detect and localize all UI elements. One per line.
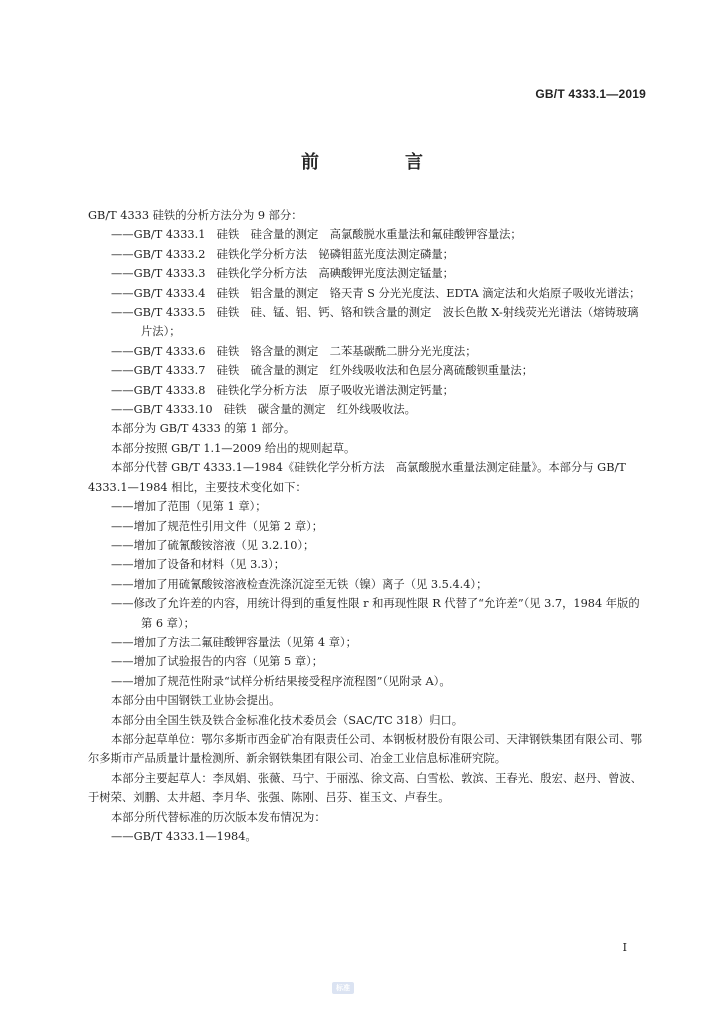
list-item: ——GB/T 4333.3 硅铁化学分析方法 高碘酸钾光度法测定锰量； xyxy=(111,267,454,281)
paragraph: GB/T 4333 硅铁的分析方法分为 9 部分： xyxy=(88,209,303,222)
paragraph: 本部分由全国生铁及铁合金标准化技术委员会（SAC/TC 318）归口。 xyxy=(111,713,464,727)
standard-number: GB/T 4333.1—2019 xyxy=(535,87,646,101)
list-item: ——增加了方法二氟硅酸钾容量法（见第 4 章）； xyxy=(111,635,357,649)
document-body xyxy=(88,206,648,846)
paragraph: 本部分主要起草人：李凤娟、张薇、马宁、于丽泓、徐文高、白雪松、敦滨、王春光、殷宏、赵丹、曾波、于树荣、刘鹏、太井超、李月华、张强、陈刚、吕芬、崔玉文、卢春生。 xyxy=(88,771,642,805)
list-item: ——GB/T 4333.7 硅铁 硫含量的测定 红外线吸收法和色层分离硫酸钡重量法； xyxy=(111,364,533,378)
page-title: 前 言 xyxy=(301,152,457,173)
list-item: ——GB/T 4333.5 硅铁 硅、锰、铝、钙、铬和铁含量的测定 波长色散 X-射线荧光光谱法（熔铸玻璃片法）； xyxy=(111,306,639,339)
list-item: ——GB/T 4333.1—1984。 xyxy=(111,830,257,843)
paragraph: 本部分代替 GB/T 4333.1—1984《硅铁化学分析方法 高氯酸脱水重量法测定硅量》。本部分与 GB/T 4333.1—1984 相比，主要技术变化如下： xyxy=(88,461,626,494)
list-item: ——GB/T 4333.4 硅铁 铝含量的测定 铬天青 S 分光光度法、EDTA 滴定法和火焰原子吸收光谱法； xyxy=(111,286,641,300)
paragraph: 本部分所代替标准的历次版本发布情况为： xyxy=(111,810,326,824)
list-item: ——GB/T 4333.8 硅铁化学分析方法 原子吸收光谱法测定钙量； xyxy=(111,383,454,397)
list-item: ——增加了范围（见第 1 章）； xyxy=(111,500,267,514)
list-item: ——增加了硫氰酸铵溶液（见 3.2.10）； xyxy=(111,538,315,552)
list-item: ——增加了设备和材料（见 3.3）； xyxy=(111,558,286,572)
list-item: ——增加了规范性引用文件（见第 2 章）； xyxy=(111,519,324,533)
list-item: ——增加了用硫氰酸铵溶液检查洗涤沉淀至无铁（镍）离子（见 3.5.4.4）； xyxy=(111,577,488,591)
paragraph: 本部分按照 GB/T 1.1—2009 给出的规则起草。 xyxy=(111,441,356,455)
page-number: I xyxy=(622,941,627,954)
list-item: ——GB/T 4333.2 硅铁化学分析方法 铋磷钼蓝光度法测定磷量； xyxy=(111,247,454,261)
paragraph: 本部分起草单位：鄂尔多斯市西金矿冶有限责任公司、本钢板材股份有限公司、天津钢铁集团有限公司、鄂尔多斯市产品质量计量检测所、新余钢铁集团有限公司、冶金工业信息标准研究院。 xyxy=(88,732,642,766)
list-item: ——增加了试验报告的内容（见第 5 章）； xyxy=(111,655,324,669)
list-item: ——GB/T 4333.1 硅铁 硅含量的测定 高氯酸脱水重量法和氟硅酸钾容量法； xyxy=(111,228,522,242)
list-item: ——增加了规范性附录“试样分析结果接受程序流程图”（见附录 A）。 xyxy=(111,674,451,688)
paragraph: 本部分由中国钢铁工业协会提出。 xyxy=(111,694,281,708)
paragraph: 本部分为 GB/T 4333 的第 1 部分。 xyxy=(111,422,296,436)
list-item: ——修改了允许差的内容，用统计得到的重复性限 r 和再现性限 R 代替了“允许差”（见 3.7，1984 年版的第 6 章）； xyxy=(111,597,640,630)
list-item: ——GB/T 4333.10 硅铁 碳含量的测定 红外线吸收法。 xyxy=(111,403,416,417)
watermark-logo-icon: 标准 xyxy=(332,982,354,994)
list-item: ——GB/T 4333.6 硅铁 铬含量的测定 二苯基碳酰二肼分光光度法； xyxy=(111,344,477,358)
